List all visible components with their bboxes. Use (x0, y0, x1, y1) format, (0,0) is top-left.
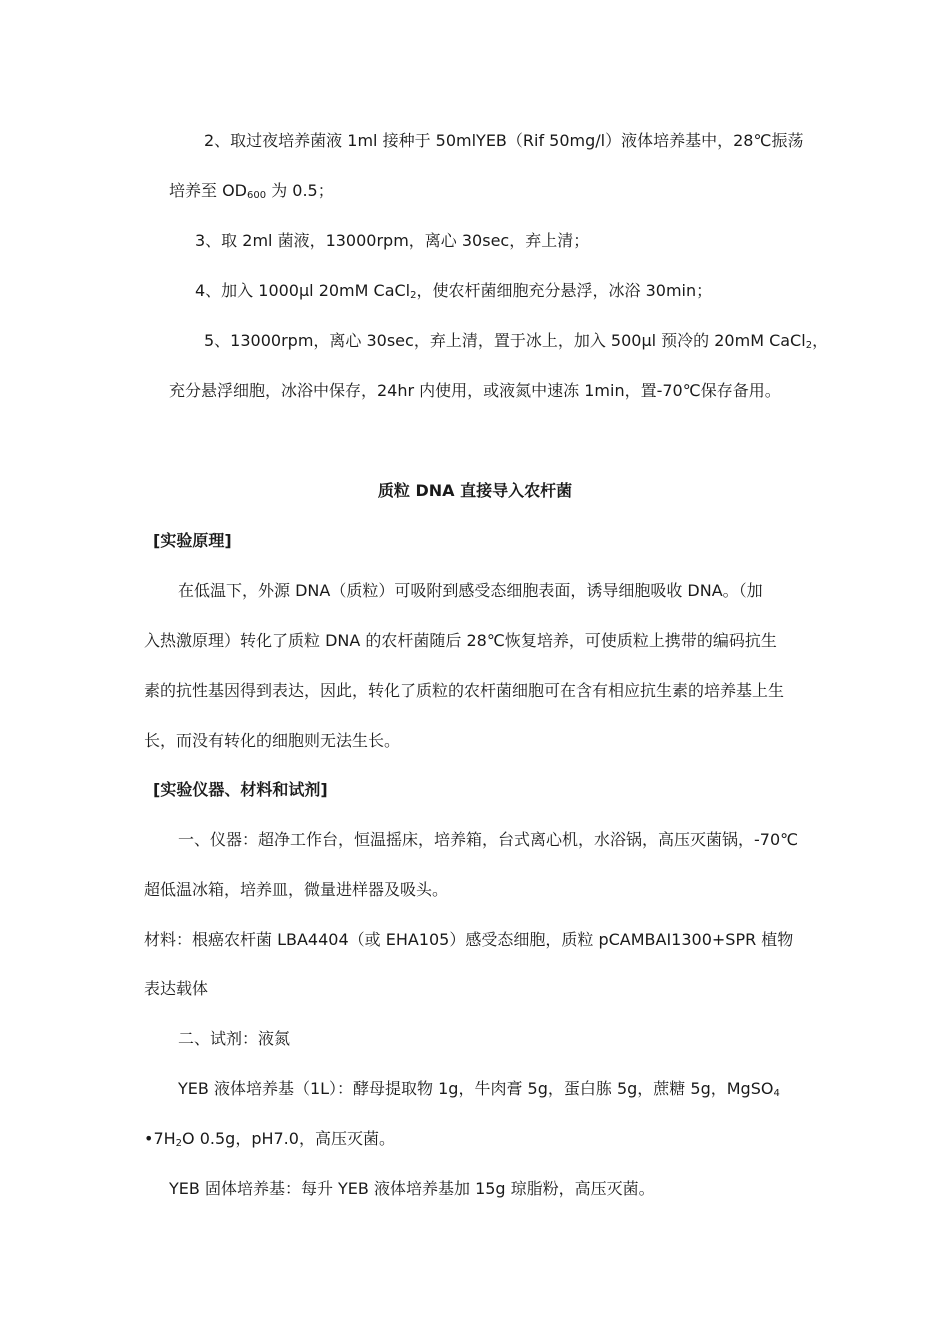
step5-line2: 充分悬浮细胞，冰浴中保存，24hr 内使用，或液氮中速冻 1min，置-70℃保存备用。 (169, 381, 781, 400)
principle-line-4: 长，而没有转化的细胞则无法生长。 (144, 731, 401, 750)
step2-line1: 2、取过夜培养菌液 1ml 接种于 50mlYEB（Rif 50mg/l）液体培养基中，28℃振荡 (204, 131, 804, 150)
materials-heading: [实验仪器、材料和试剂] (153, 780, 328, 799)
yeb-solid-line: YEB 固体培养基：每升 YEB 液体培养基加 15g 琼脂粉，高压灭菌。 (169, 1179, 655, 1198)
principle-line-2: 入热激原理）转化了质粒 DNA 的农杆菌随后 28℃恢复培养，可使质粒上携带的编码抗生 (144, 631, 777, 650)
materials-line2: 表达载体 (144, 979, 209, 998)
instruments-line2: 超低温冰箱，培养皿，微量进样器及吸头。 (144, 880, 449, 899)
principle-heading: [实验原理] (153, 531, 232, 550)
yeb-liquid-line2: $•7H_2O$ 0.5g，pH7.0，高压灭菌。 (144, 1129, 395, 1149)
step4-line: 4、加入 1000μl 20mM CaCl$_2$，使农杆菌细胞充分悬浮，冰浴 30min； (195, 281, 713, 301)
reagents-line: 二、试剂：液氮 (178, 1029, 291, 1048)
section-title: 质粒 DNA 直接导入农杆菌 (377, 481, 573, 500)
instruments-line1: 一、仪器：超净工作台，恒温摇床，培养箱，台式离心机，水浴锅，高压灭菌锅，-70℃ (178, 830, 799, 849)
step5-line1: 5、13000rpm，离心 30sec，弃上清，置于冰上，加入 500μl 预冷的 20mM CaCl$_2$， (204, 331, 829, 351)
yeb-liquid-line1: YEB 液体培养基（1L）：酵母提取物 1g，牛肉膏 5g，蛋白胨 5g，蔗糖 5g，MgSO$_4$ (178, 1079, 780, 1099)
principle-line-3: 素的抗性基因得到表达，因此，转化了质粒的农杆菌细胞可在含有相应抗生素的培养基上生 (144, 681, 785, 700)
step2-line2: 培养至 $OD_{600}$ 为 0.5； (169, 181, 334, 201)
principle-line-1: 在低温下，外源 DNA（质粒）可吸附到感受态细胞表面，诱导细胞吸收 DNA。（加 (178, 581, 763, 600)
step3-line: 3、取 2ml 菌液，13000rpm，离心 30sec，弃上清； (195, 231, 590, 250)
materials-line1: 材料：根癌农杆菌 LBA4404（或 EHA105）感受态细胞，质粒 pCAMBAI1300+SPR 植物 (144, 930, 794, 949)
